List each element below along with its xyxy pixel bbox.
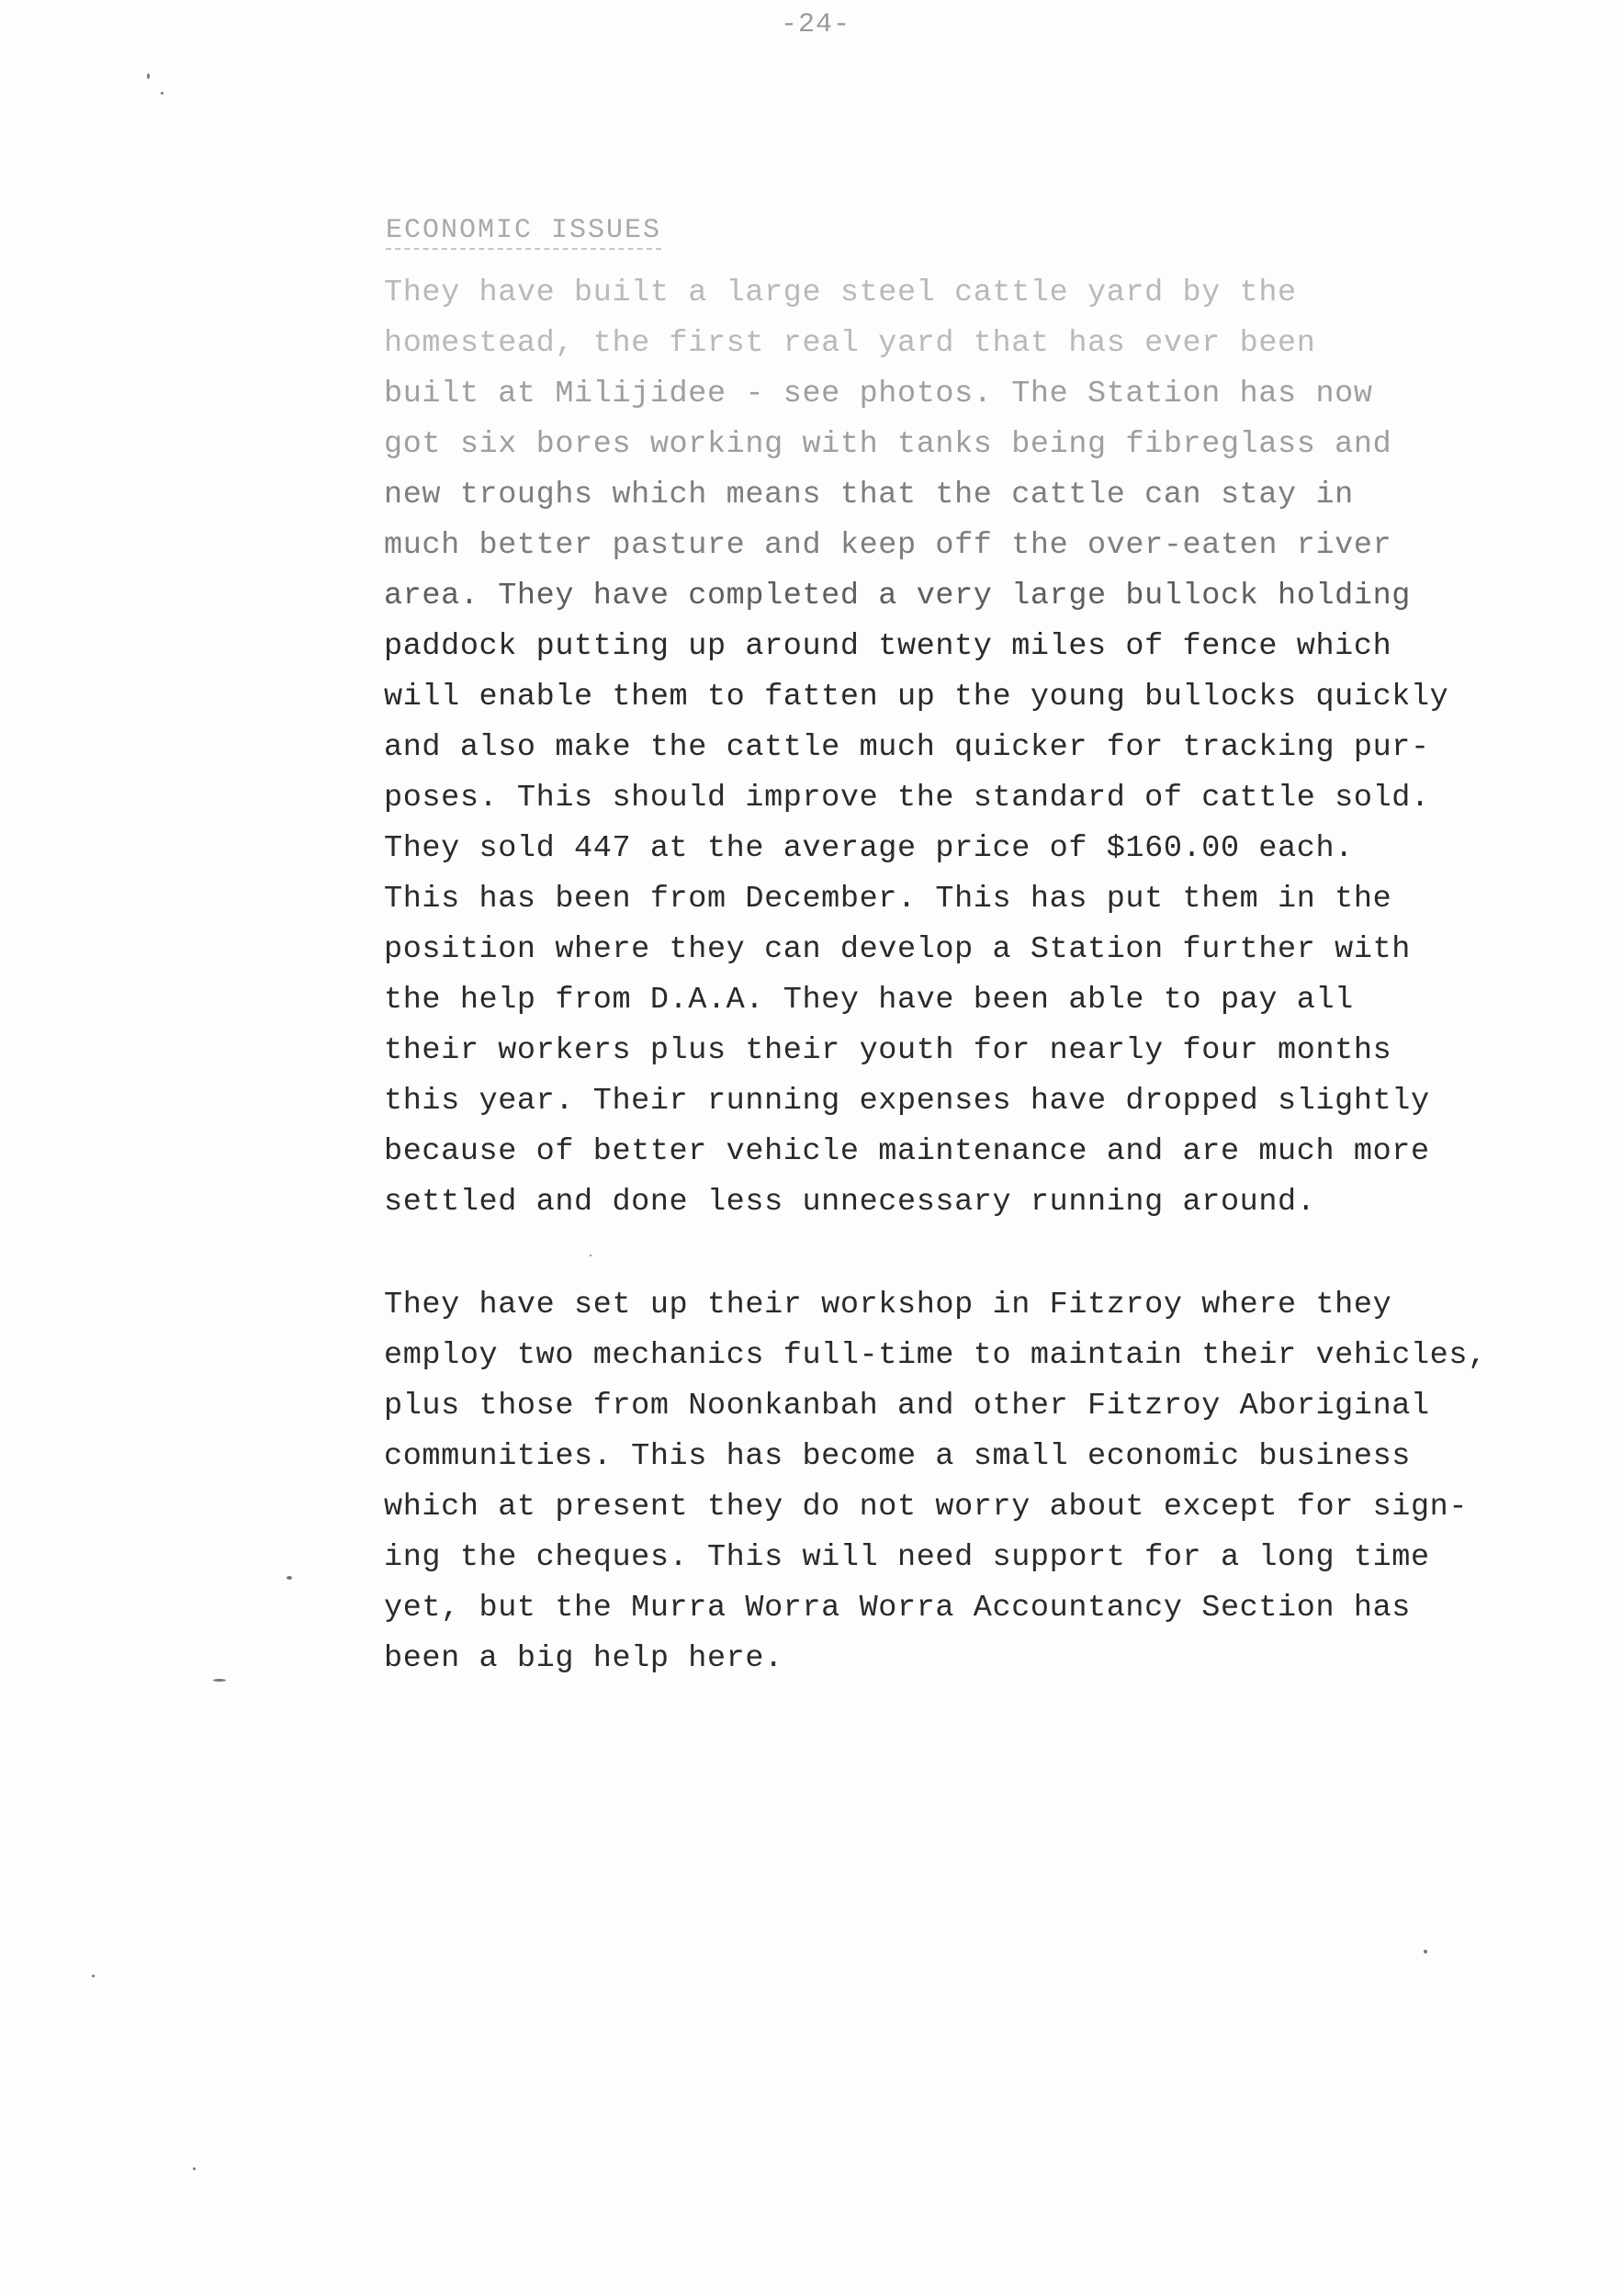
text-line: communities. This has become a small economic business [384, 1439, 1411, 1474]
text-line: They sold 447 at the average price of $160.00 each. [384, 831, 1354, 866]
text-line: been a big help here. [384, 1641, 783, 1676]
text-line: which at present they do not worry about except for sign- [384, 1490, 1469, 1525]
text-line: paddock putting up around twenty miles of fence which [384, 629, 1392, 664]
text-line: ing the cheques. This will need support for a long time [384, 1540, 1430, 1575]
text-line: got six bores working with tanks being fibreglass and [384, 427, 1392, 462]
scan-speck [147, 73, 150, 79]
text-line: position where they can develop a Station further with [384, 932, 1411, 967]
text-line: They have built a large steel cattle yard by the [384, 276, 1297, 310]
text-line: new troughs which means that the cattle can stay in [384, 478, 1354, 512]
paragraph-2 [384, 1280, 1596, 1684]
text-line: yet, but the Murra Worra Worra Accountancy Section has [384, 1591, 1411, 1626]
text-line: will enable them to fatten up the young bullocks quickly [384, 680, 1449, 715]
text-line: poses. This should improve the standard of cattle sold. [384, 781, 1430, 816]
text-line: plus those from Noonkanbah and other Fitzroy Aboriginal [384, 1389, 1430, 1424]
scan-speck [213, 1679, 226, 1682]
scan-speck [161, 92, 163, 95]
text-line: because of better vehicle maintenance and are much more [384, 1134, 1430, 1169]
text-line: homestead, the first real yard that has ever been [384, 326, 1316, 361]
page-number: -24- [781, 9, 851, 40]
scan-speck [193, 2167, 196, 2170]
text-line: much better pasture and keep off the over-eaten river [384, 528, 1392, 563]
text-line: employ two mechanics full-time to maintain their vehicles, [384, 1338, 1487, 1373]
scan-speck [92, 1975, 95, 1977]
text-line: built at Milijidee - see photos. The Station has now [384, 377, 1373, 411]
text-line: this year. Their running expenses have dropped slightly [384, 1084, 1430, 1119]
scan-speck [590, 1255, 591, 1256]
text-line: They have set up their workshop in Fitzroy where they [384, 1288, 1392, 1322]
scan-speck [287, 1576, 292, 1580]
scan-speck [1424, 1950, 1427, 1953]
text-line: settled and done less unnecessary running around. [384, 1185, 1316, 1220]
text-line: area. They have completed a very large bullock holding [384, 579, 1411, 613]
text-line: the help from D.A.A. They have been able to pay all [384, 983, 1354, 1018]
paragraph-1 [384, 268, 1596, 1228]
text-line: their workers plus their youth for nearly four months [384, 1033, 1392, 1068]
text-line: and also make the cattle much quicker for tracking pur- [384, 730, 1430, 765]
section-heading: ECONOMIC ISSUES [386, 215, 661, 250]
text-line: This has been from December. This has put them in the [384, 882, 1392, 917]
